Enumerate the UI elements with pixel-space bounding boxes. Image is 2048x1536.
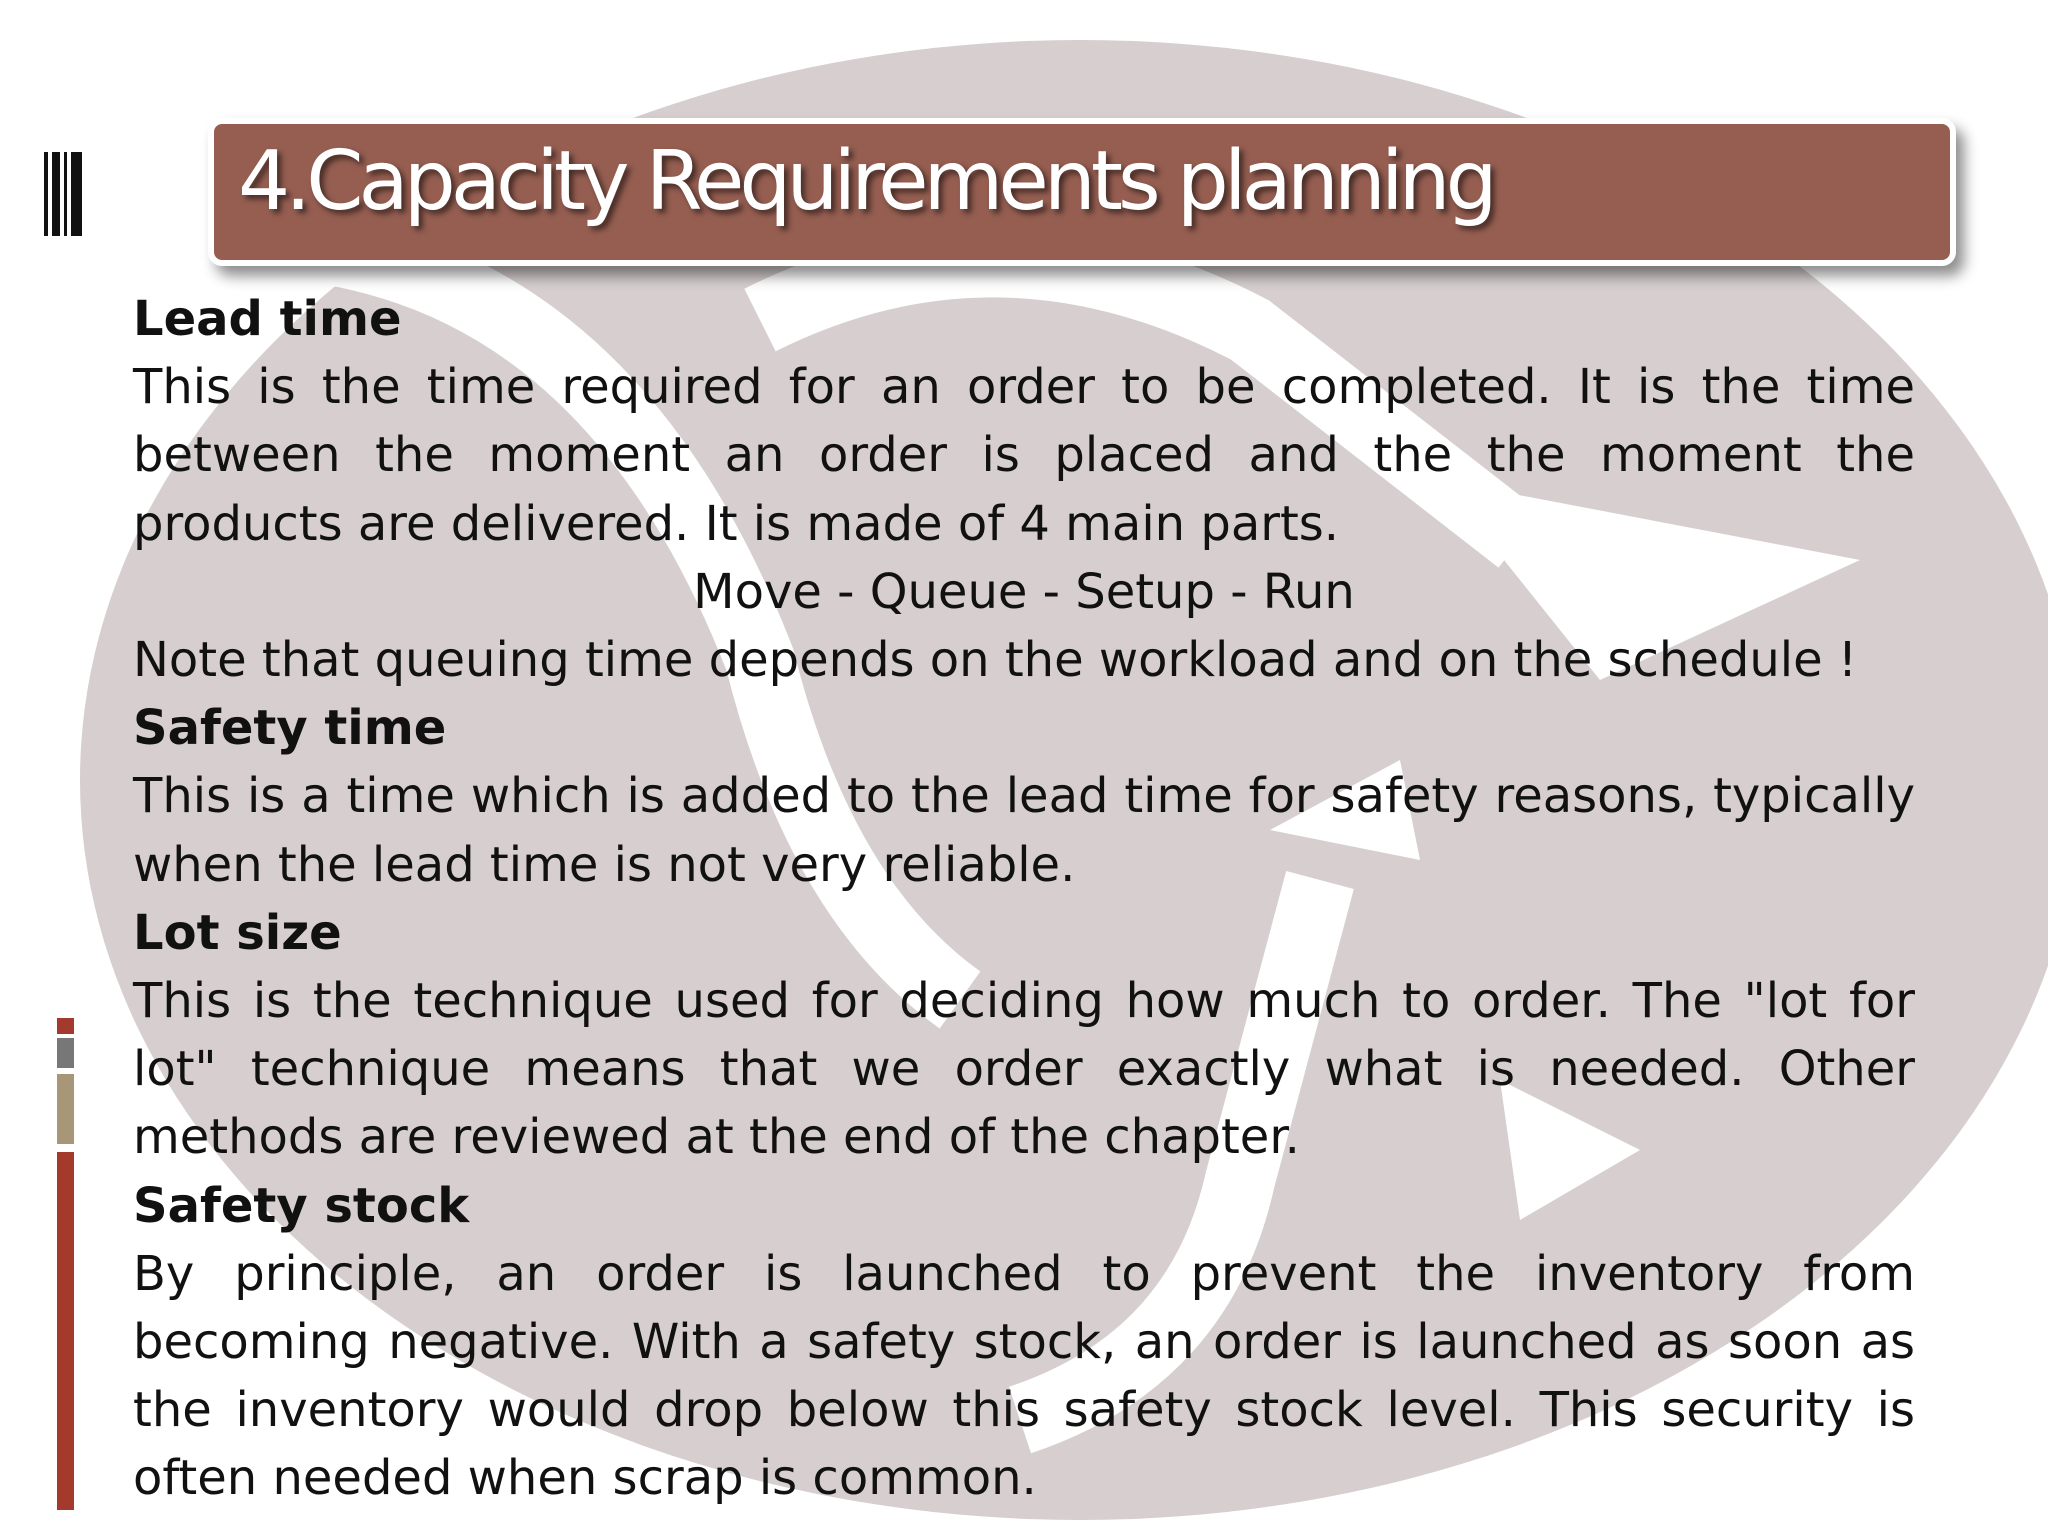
lead-time-parts: Move - Queue - Setup - Run xyxy=(693,563,1355,620)
section-heading-lead-time: Lead time xyxy=(133,291,402,347)
lead-time-note: Note that queuing time depends on the workload and on the schedule ! xyxy=(133,632,1858,689)
section-heading-lot-size: Lot size xyxy=(133,904,342,961)
section-body-safety-stock: By principle, an order is launched to prevent the inventory from becoming negative. With a safety stock, an order is launched as soon as the inventory would drop below this safety stock level. This security is often needed when scrap is common. xyxy=(133,1245,1915,1507)
slide-title: 4.Capacity Requirements planning xyxy=(238,134,1493,229)
title-bar xyxy=(208,118,1956,266)
section-body-safety-time: This is a time which is added to the lead time for safety reasons, typically when the lead time is not very reliable. xyxy=(133,768,1915,893)
section-heading-safety-time: Safety time xyxy=(133,700,447,757)
slide-content xyxy=(133,285,1915,1513)
left-accent-strip xyxy=(57,1018,74,1510)
section-body-lot-size: This is the technique used for deciding how much to order. The "lot for lot" technique means that we order exactly what is needed. Other methods are reviewed at the end of the chapter. xyxy=(133,973,1915,1166)
section-heading-safety-stock: Safety stock xyxy=(133,1177,470,1234)
vertical-bars-icon xyxy=(44,152,84,236)
section-body-lead-time: This is the time required for an order to be completed. It is the time between the moment an order is placed and the the moment the products are delivered. It is made of 4 main parts. xyxy=(133,359,1915,552)
